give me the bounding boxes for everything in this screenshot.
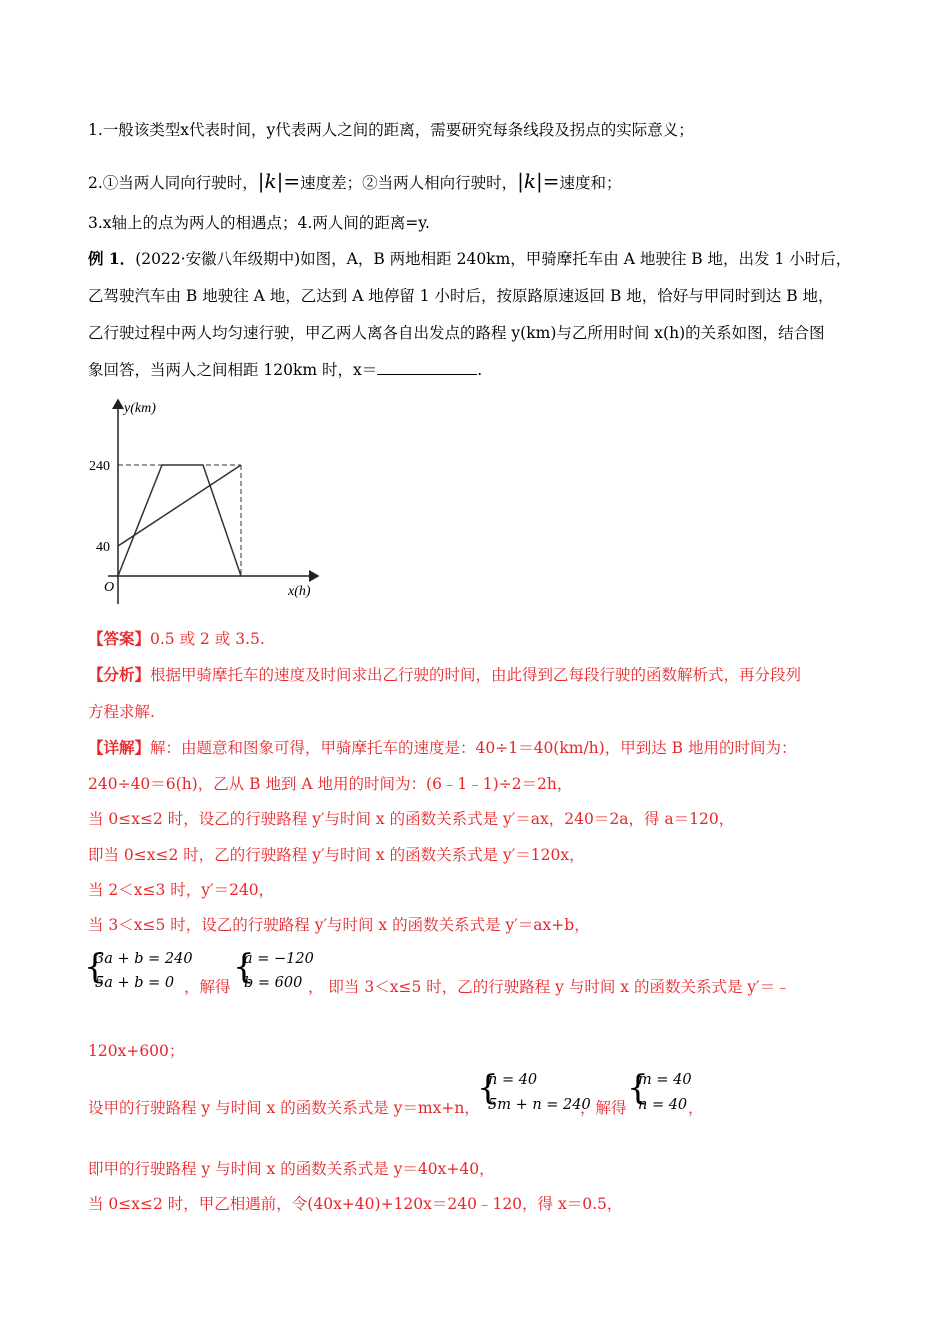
x-axis-label: x(h) bbox=[288, 584, 311, 599]
example-line-4 bbox=[88, 359, 482, 381]
note-1: 1.一般该类型x代表时间，y代表两人之间的距离，需要研究每条线段及拐点的实际意义； bbox=[88, 121, 694, 139]
answer-tag: 【答案】 bbox=[88, 629, 151, 648]
detail-line-7: ， 即当 3＜x≤5 时，乙的行驶路程 y 与时间 x 的函数关系式是 y′＝﹣ bbox=[308, 978, 791, 996]
detail-line-8: 120x+600； bbox=[88, 1042, 185, 1060]
system-3-eq-a: n = 40 bbox=[488, 1072, 538, 1088]
system-4-eq-b: n = 40 bbox=[638, 1097, 688, 1113]
system-brace-1: { bbox=[84, 947, 106, 987]
note-3: 3.x轴上的点为两人的相遇点；4.两人间的距离=y. bbox=[88, 214, 430, 232]
note-2 bbox=[88, 170, 622, 194]
example-text-4: 象回答，当两人之间相距 120km 时，x＝ bbox=[88, 361, 378, 379]
system-1-eq-b: 5a + b = 0 bbox=[95, 975, 175, 991]
system-2-eq-b: b = 600 bbox=[244, 975, 303, 991]
abs-k-symbol: |k|= bbox=[257, 169, 301, 193]
note-2-part-a: 2.①当两人同向行驶时， bbox=[88, 174, 258, 192]
analysis-tag: 【分析】 bbox=[88, 665, 151, 684]
system-3-eq-b: 5m + n = 240 bbox=[488, 1097, 591, 1113]
origin-label: O bbox=[104, 580, 115, 595]
solve-word-2: ，解得 bbox=[580, 1099, 627, 1117]
system-2-eq-a: a = −120 bbox=[244, 951, 314, 967]
note-2-part-c: 速度和； bbox=[559, 174, 622, 192]
detail-line-11: 当 0≤x≤2 时，甲乙相遇前，令(40x+40)+120x＝240﹣120，得 x＝0.5， bbox=[88, 1195, 623, 1213]
detail-line-2: 240÷40＝6(h)，乙从 B 地到 A 地用的时间为：(6﹣1﹣1)÷2＝2h， bbox=[88, 775, 573, 793]
detail-line-1 bbox=[88, 737, 796, 759]
system-brace-4: { bbox=[627, 1068, 649, 1108]
system-1-eq-a: 3a + b = 240 bbox=[95, 951, 193, 967]
tick-label-40: 40 bbox=[96, 540, 110, 555]
note-2-part-b: 速度差；②当两人相向行驶时， bbox=[300, 174, 518, 192]
detail-text-1: 解：由题意和图象可得，甲骑摩托车的速度是：40÷1＝40(km/h)，甲到达 B 地用的时间为： bbox=[150, 739, 797, 757]
answer-blank bbox=[377, 360, 477, 375]
detail-line-9: 设甲的行驶路程 y 与时间 x 的函数关系式是 y＝mx+n， bbox=[88, 1099, 480, 1117]
detail-line-6: 当 3＜x≤5 时，设乙的行驶路程 y′与时间 x 的函数关系式是 y′＝ax+b， bbox=[88, 916, 590, 934]
example-text-1: (2022·安徽八年级期中)如图，A，B 两地相距 240km，甲骑摩托车由 A 地驶往 B 地，出发 1 小时后， bbox=[135, 250, 852, 268]
detail-tag: 【详解】 bbox=[88, 738, 151, 757]
jia-path-line bbox=[118, 465, 241, 546]
answer-line bbox=[88, 628, 265, 650]
system-4-eq-a: m = 40 bbox=[638, 1072, 692, 1088]
detail-line-4: 即当 0≤x≤2 时，乙的行驶路程 y′与时间 x 的函数关系式是 y′＝120x， bbox=[88, 846, 585, 864]
solve-word-1: ，解得 bbox=[184, 978, 231, 996]
system-brace-2: { bbox=[233, 947, 255, 987]
tick-label-240: 240 bbox=[89, 459, 110, 474]
yi-path-line bbox=[118, 465, 241, 576]
analysis-line-2: 方程求解. bbox=[88, 703, 155, 721]
detail-line-5: 当 2＜x≤3 时，y′＝240， bbox=[88, 881, 275, 899]
system-brace-3: { bbox=[477, 1068, 499, 1108]
detail-line-10: 即甲的行驶路程 y 与时间 x 的函数关系式是 y＝40x+40， bbox=[88, 1160, 495, 1178]
detail-line-3: 当 0≤x≤2 时，设乙的行驶路程 y′与时间 x 的函数关系式是 y′＝ax，240＝2a，得 a＝120， bbox=[88, 810, 735, 828]
y-axis-label: y(km) bbox=[124, 401, 156, 416]
answer-text: 0.5 或 2 或 3.5. bbox=[150, 630, 265, 648]
distance-time-graph bbox=[86, 392, 326, 610]
comma-mark: ， bbox=[688, 1099, 704, 1117]
example-line-1 bbox=[88, 248, 851, 270]
example-line-3: 乙行驶过程中两人均匀速行驶，甲乙两人离各自出发点的路程 y(km)与乙所用时间 x(h)的关系如图，结合图 bbox=[88, 324, 825, 342]
example-text-4-end: . bbox=[477, 361, 483, 379]
analysis-line-1 bbox=[88, 664, 801, 686]
example-line-2: 乙驾驶汽车由 B 地驶往 A 地，乙达到 A 地停留 1 小时后，按原路原速返回 B 地，恰好与甲同时到达 B 地， bbox=[88, 287, 834, 305]
analysis-text-1: 根据甲骑摩托车的速度及时间求出乙行驶的时间，由此得到乙每段行驶的函数解析式，再分段列 bbox=[150, 666, 802, 684]
example-label: 例 1． bbox=[88, 249, 136, 268]
abs-k-symbol-2: |k|= bbox=[517, 169, 560, 193]
